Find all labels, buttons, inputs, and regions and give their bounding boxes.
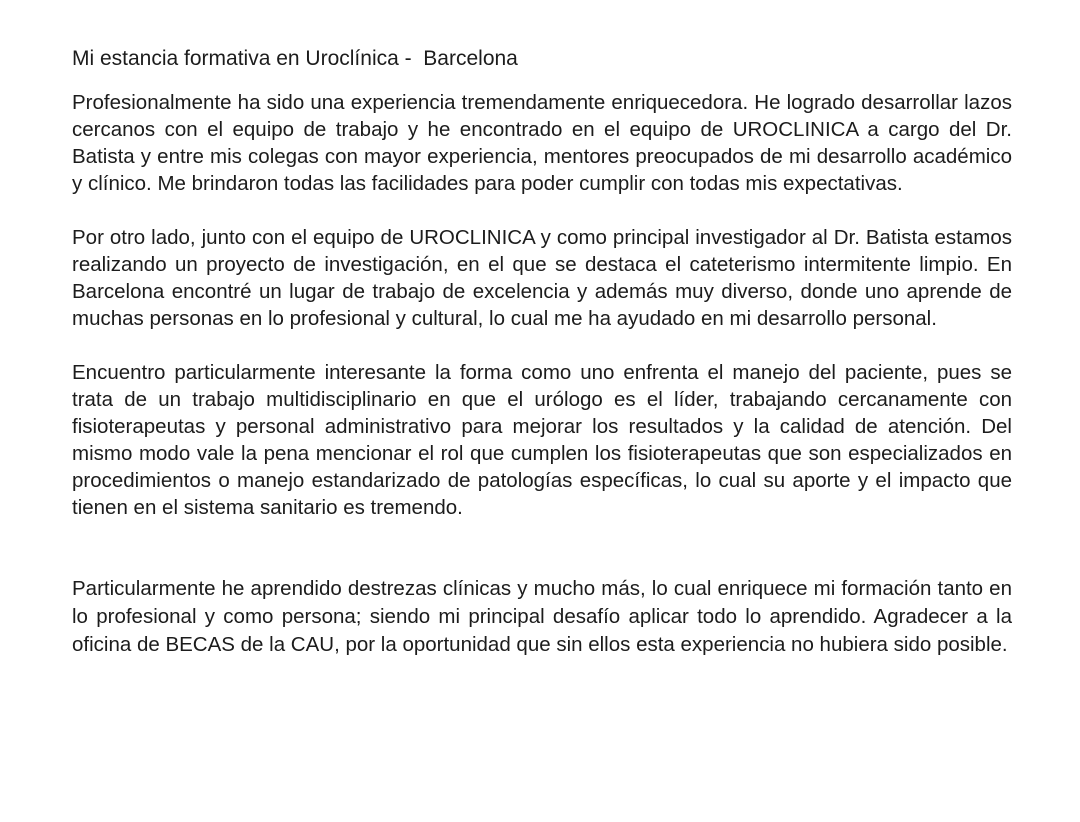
paragraph-3: Encuentro particularmente interesante la forma como uno enfrenta el manejo del paciente, pues se trata de un trabajo multidisciplinario en que el urólogo es el líder, trabajando cercanamente con fisioterapeutas y personal administrativo para mejorar los resultados y la calidad de atención. Del mismo modo vale la pena mencionar el rol que cumplen los fisioterapeutas que son especializados en procedimientos o manejo estandarizado de patologías específicas, lo cual su aporte y el impacto que tienen en el sistema sanitario es tremendo. bbox=[72, 361, 1012, 519]
paragraph-2: Por otro lado, junto con el equipo de UROCLINICA y como principal investigador al Dr. Batista estamos realizando un proyecto de investigación, en el que se destaca el cateterismo intermitente limpio. En Barcelona encontré un lugar de trabajo de excelencia y además muy diverso, donde uno aprende de muchas personas en lo profesional y cultural, lo cual me ha ayudado en mi desarrollo personal. bbox=[72, 226, 1012, 330]
paragraph-1: Profesionalmente ha sido una experiencia tremendamente enriquecedora. He logrado desarrollar lazos cercanos con el equipo de trabajo y he encontrado en el equipo de UROCLINICA a cargo del Dr. Batista y entre mis colegas con mayor experiencia, mentores preocupados de mi desarrollo académico y clínico. Me brindaron todas las facilidades para poder cumplir con todas mis expectativas. bbox=[72, 91, 1012, 195]
document-body bbox=[72, 44, 1012, 659]
paragraph-4: Particularmente he aprendido destrezas clínicas y mucho más, lo cual enriquece mi formación tanto en lo profesional y como persona; siendo mi principal desafío aplicar todo lo aprendido. Agradecer a la oficina de BECAS de la CAU, por la oportunidad que sin ellos esta experiencia no hubiera sido posible. bbox=[72, 577, 1012, 656]
document-title: Mi estancia formativa en Uroclínica - Barcelona bbox=[72, 47, 518, 70]
